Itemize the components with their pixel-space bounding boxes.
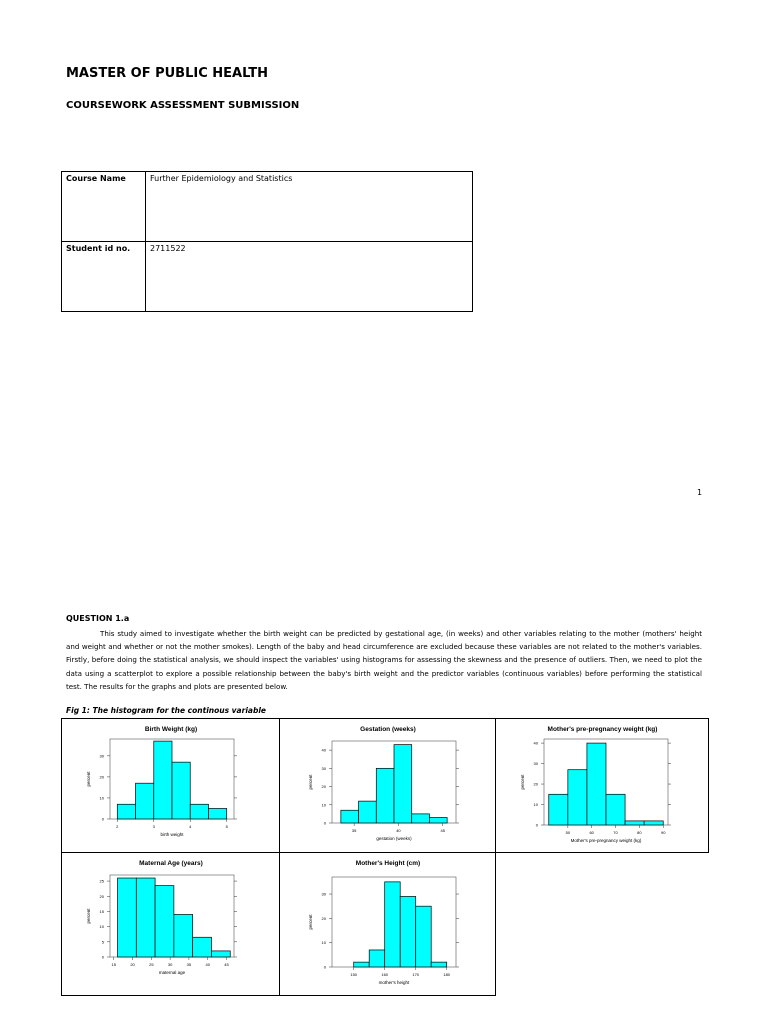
histogram-grid <box>61 718 708 995</box>
histogram-bar <box>384 881 400 966</box>
y-tick-label: 0 <box>323 964 326 969</box>
histogram-bar <box>117 804 135 819</box>
y-tick-label: 0 <box>535 822 538 827</box>
x-tick-label: 180 <box>442 971 450 977</box>
y-axis-label: percent <box>307 773 313 790</box>
chart-title: Gestation (weeks) <box>359 725 416 733</box>
y-tick-label: 10 <box>99 794 104 800</box>
x-tick-label: 5 <box>225 823 228 829</box>
histogram-bar <box>411 813 429 822</box>
y-tick-label: 20 <box>533 781 538 787</box>
course-name-value: Further Epidemiology and Statistics <box>146 172 473 242</box>
chart-title: Mother's Height (cm) <box>355 859 420 867</box>
y-tick-label: 0 <box>101 816 104 821</box>
histogram-bar <box>172 762 190 819</box>
histogram-mothers-height <box>280 853 496 996</box>
y-tick-label: 20 <box>321 783 326 789</box>
histogram-bar <box>429 817 447 822</box>
histogram-bar <box>431 962 447 967</box>
y-tick-label: 40 <box>321 747 326 753</box>
y-tick-label: 20 <box>321 915 326 921</box>
histogram-bar <box>394 744 412 822</box>
x-tick-label: 20 <box>129 961 135 967</box>
x-tick-label: 4 <box>188 823 191 829</box>
y-tick-label: 20 <box>99 893 104 899</box>
y-axis-label: percent <box>85 907 91 924</box>
histogram-bar <box>400 896 416 967</box>
figure-caption: Fig 1: The histogram for the continous variable <box>66 706 266 715</box>
y-tick-label: 30 <box>321 765 326 771</box>
histogram-bar <box>173 914 192 957</box>
chart-title: Maternal Age (years) <box>138 859 203 867</box>
histogram-cell-maternal-age <box>61 852 280 996</box>
histogram-bar <box>211 950 230 956</box>
x-tick-label: 40 <box>395 827 401 833</box>
histogram-bar <box>117 878 136 957</box>
x-tick-label: 45 <box>439 827 445 833</box>
y-tick-label: 30 <box>99 752 104 758</box>
x-tick-label: 40 <box>204 961 210 967</box>
y-tick-label: 5 <box>101 938 104 944</box>
histogram-pre-pregnancy-weight <box>496 719 709 853</box>
y-tick-label: 25 <box>99 878 104 884</box>
question-heading: QUESTION 1.a <box>66 614 130 623</box>
table-row <box>62 172 473 242</box>
histogram-bar <box>136 878 155 957</box>
chart-title: Birth Weight (kg) <box>144 725 197 733</box>
histogram-bar <box>155 885 174 956</box>
table-row <box>62 242 473 312</box>
histogram-cell-pre-pregnancy-weight <box>495 718 709 853</box>
histogram-bar <box>192 937 211 957</box>
x-tick-label: 35 <box>351 827 356 833</box>
y-axis-label: percent <box>519 773 525 790</box>
empty-cell <box>495 852 709 996</box>
x-tick-label: 25 <box>148 961 154 967</box>
x-tick-label: 80 <box>636 829 642 835</box>
x-tick-label: 2 <box>115 823 118 829</box>
y-tick-label: 0 <box>101 954 104 959</box>
histogram-bar <box>190 804 208 819</box>
y-axis-label: percent <box>85 770 91 787</box>
histogram-bar <box>548 794 567 825</box>
y-tick-label: 10 <box>99 923 104 929</box>
histogram-cell-birth-weight <box>61 718 280 853</box>
histogram-maternal-age <box>62 853 280 996</box>
x-tick-label: 60 <box>588 829 594 835</box>
document-subtitle: COURSEWORK ASSESSMENT SUBMISSION <box>66 100 300 111</box>
course-name-label: Course Name <box>62 172 146 242</box>
y-tick-label: 10 <box>321 939 326 945</box>
x-tick-label: 160 <box>380 971 388 977</box>
y-tick-label: 10 <box>321 801 326 807</box>
document-title: MASTER OF PUBLIC HEALTH <box>66 66 268 81</box>
histogram-bar <box>415 906 431 967</box>
x-axis-label: gestation (weeks) <box>375 835 412 841</box>
histogram-bar <box>376 768 394 823</box>
histogram-bar <box>586 743 605 825</box>
y-tick-label: 40 <box>533 740 538 746</box>
y-tick-label: 30 <box>533 760 538 766</box>
y-tick-label: 30 <box>321 891 326 897</box>
x-tick-label: 90 <box>660 829 665 835</box>
histogram-birth-weight <box>62 719 280 853</box>
x-tick-label: 150 <box>349 971 357 977</box>
x-axis-label: birth weight <box>159 831 184 837</box>
y-tick-label: 0 <box>323 820 326 825</box>
x-axis-label: maternal age <box>158 969 185 975</box>
histogram-bar <box>358 801 376 823</box>
histogram-bar <box>135 783 153 819</box>
x-tick-label: 45 <box>223 961 229 967</box>
x-tick-label: 170 <box>411 971 419 977</box>
histogram-gestation <box>280 719 496 853</box>
x-tick-label: 35 <box>186 961 191 967</box>
histogram-bar <box>369 949 385 966</box>
histogram-bar <box>208 808 226 819</box>
x-axis-label: mother's height <box>378 979 409 985</box>
x-tick-label: 50 <box>565 829 570 835</box>
page-number: 1 <box>697 488 703 497</box>
student-id-value: 2711522 <box>146 242 473 312</box>
x-tick-label: 3 <box>152 823 155 829</box>
y-tick-label: 10 <box>533 801 538 807</box>
histogram-bar <box>625 820 644 824</box>
x-tick-label: 30 <box>167 961 172 967</box>
histogram-cell-mothers-height <box>279 852 496 996</box>
histogram-bar <box>340 810 358 823</box>
histogram-bar <box>567 769 586 824</box>
y-tick-label: 20 <box>99 773 104 779</box>
y-axis-label: percent <box>307 913 313 930</box>
x-tick-label: 70 <box>612 829 618 835</box>
x-tick-label: 15 <box>111 961 116 967</box>
submission-info-table <box>61 171 473 312</box>
student-id-label: Student id no. <box>62 242 146 312</box>
histogram-bar <box>644 820 663 824</box>
histogram-cell-gestation <box>279 718 496 853</box>
histogram-bar <box>153 741 171 819</box>
histogram-bar <box>606 794 625 825</box>
chart-title: Mother's pre-pregnancy weight (kg) <box>547 725 657 733</box>
x-axis-label: Mother's pre-pregnancy weight (kg) <box>570 837 641 843</box>
question-paragraph: This study aimed to investigate whether the birth weight can be predicted by gestational age, (in weeks) and other variables relating to the mother (mothers' height and weight and whether or not the mother smokes). Length of the baby and head circumference are excluded because these variables are not related to the mother's variables. Firstly, before doing the statistical analysis, we should inspect the variables' using histograms for assessing the skewness and the presence of outliers. Then, we need to plot the data using a scatterplot to explore a possible relationship between the baby's birth weight and the predictor variables (continuous variables) before performing the statistical test. The results for the graphs and plots are presented below. <box>66 629 702 691</box>
histogram-bar <box>353 962 369 967</box>
y-tick-label: 15 <box>99 908 104 914</box>
